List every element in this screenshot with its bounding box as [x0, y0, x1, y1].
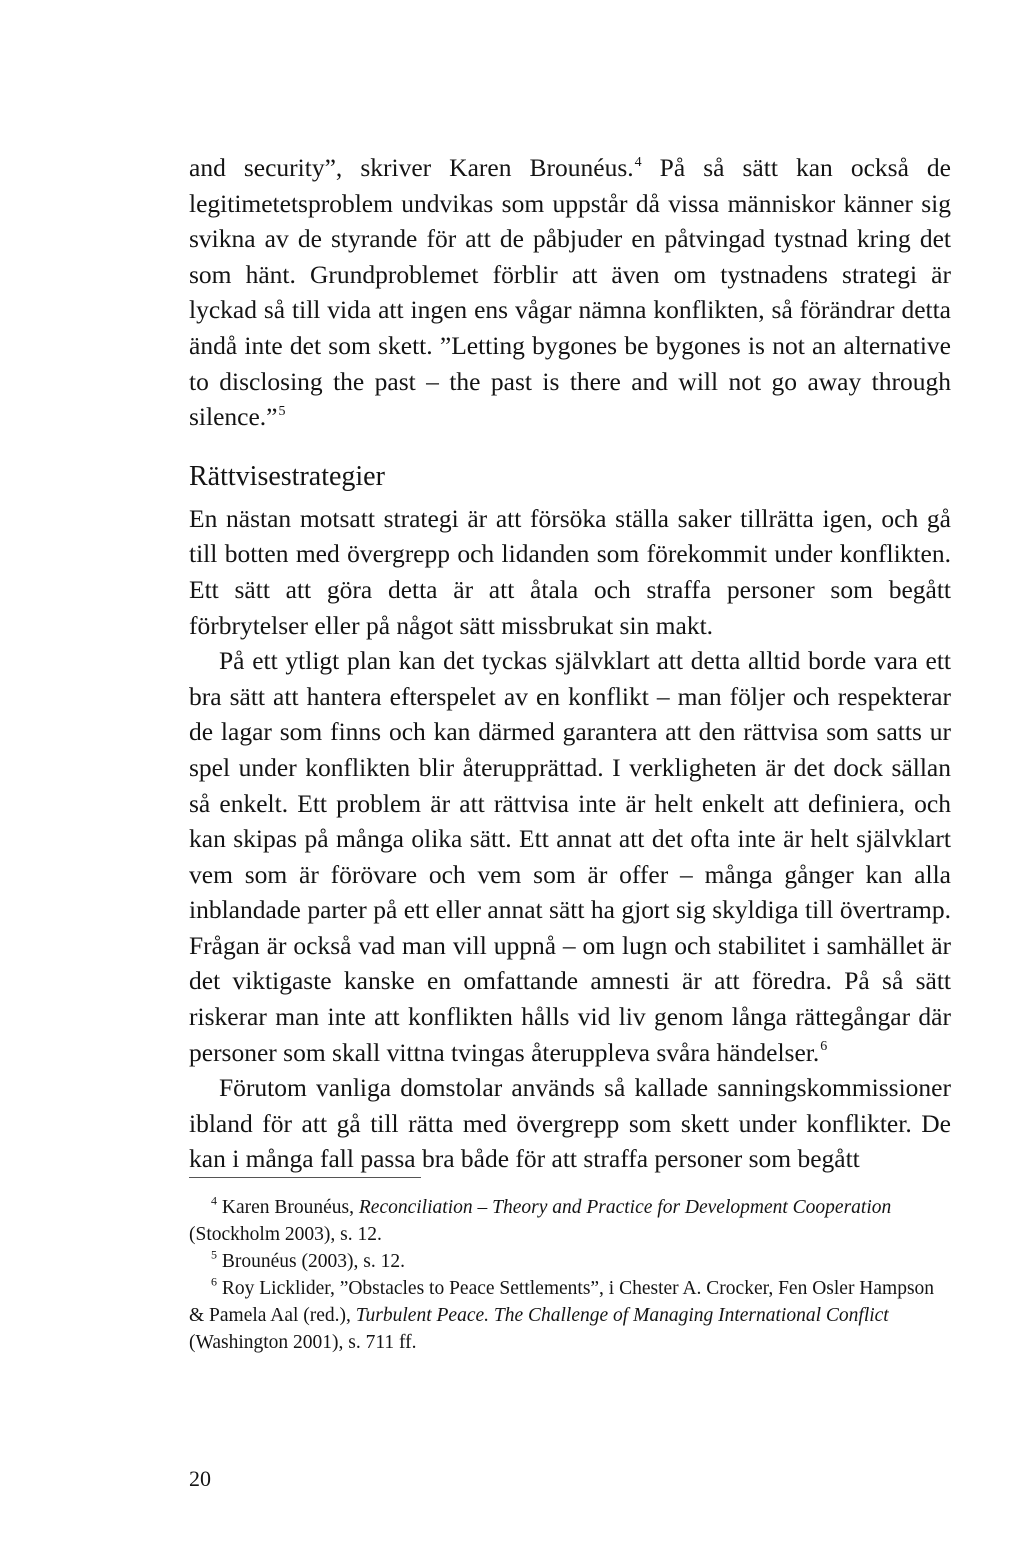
- footnote-6-title: Turbulent Peace. The Challenge of Managing International Conflict: [355, 1305, 889, 1326]
- section-heading: Rättvisestrategier: [189, 460, 385, 492]
- paragraph-2: En nästan motsatt strategi är att försöka ställa saker tillrätta igen, och gå till botten med övergrepp och lidanden som förekommit under konflikten. Ett sätt att göra detta är att åtala och straffa personer som begått förbrytelser eller på något sätt missbrukat sin makt.: [189, 503, 951, 640]
- footnote-ref-4: 4: [634, 154, 642, 170]
- page-number: 20: [189, 1466, 211, 1491]
- footnote-4: [189, 1194, 951, 1248]
- paragraph-1: [189, 150, 951, 435]
- footnote-4-number: 4: [211, 1193, 217, 1208]
- paragraph-1-text-b: På så sätt kan också de legitimetetsproblem undvikas som uppstår då vissa människor känner sig svikna av de styrande för att de påbjuder en påtvingad tystnad kring det som hänt. Grundproblemet förblir att även om tystnadens strategi är lyckad så till vida att ingen ens vågar nämna konflikten, så förändrar detta ändå inte det som skett. ”Letting bygones be bygones is not an alternative to disclosing the past – the past is there and will not go away through silence.”: [189, 153, 952, 432]
- paragraph-3: [189, 643, 951, 1070]
- footnote-5-text: Brounéus (2003), s. 12.: [221, 1251, 405, 1272]
- footnote-ref-6: 6: [820, 1039, 828, 1055]
- paragraph-3-text: På ett ytligt plan kan det tyckas självklart att detta alltid borde vara ett bra sätt att hantera efterspelet av en konflikt – man följer och respekterar de lagar som finns och kan därmed garantera att den rättvisa som satts ur spel under konflikten blir återupprättad. I verkligheten är det dock sällan så enkelt. Ett problem är att rättvisa inte är helt enkelt att definiera, och kan skipas på många olika sätt. Ett annat att det ofta inte är helt självklart vem som är förövare och vem som är offer – många gånger kan alla inblandade parter på ett eller annat sätt ha gjort sig skyldiga till övertramp. Frågan är också vad man vill uppnå – om lugn och stabilitet i samhället är det viktigaste kanske en omfattande amnesti är att föredra. På så sätt riskerar man inte att konflikten hålls vid liv genom långa rättegångar där personer som skall vittna tvingas återuppleva svåra händelser.: [189, 646, 951, 1067]
- footnote-separator: [189, 1177, 421, 1178]
- footnote-6-rest: (Washington 2001), s. 711 ff.: [189, 1332, 417, 1353]
- footnote-ref-5: 5: [278, 403, 286, 419]
- footnote-4-rest: (Stockholm 2003), s. 12.: [189, 1224, 382, 1245]
- footnote-6-author: Roy Licklider, ”Obstacles to Peace Settlements”, i Chester A. Crocker, Fen Osler Hampson & Pamela Aal (red.),: [189, 1278, 935, 1326]
- footnotes: [189, 1194, 951, 1356]
- footnote-4-title: Reconciliation – Theory and Practice for Development Cooperation: [358, 1197, 892, 1218]
- footnote-5-number: 5: [211, 1247, 217, 1262]
- footnote-4-author: Karen Brounéus,: [221, 1197, 359, 1218]
- page-body: [189, 150, 951, 1177]
- footnote-6-number: 6: [211, 1274, 217, 1289]
- paragraph-4: Förutom vanliga domstolar används så kallade sanningskommissioner ibland för att gå till rätta med övergrepp som skett under konflikter. De kan i många fall passa bra både för att straffa personer som begått: [189, 1073, 951, 1174]
- footnote-5: [189, 1248, 951, 1275]
- paragraph-1-text-a: and security”, skriver Karen Brounéus.: [189, 153, 634, 182]
- footnote-6: [189, 1275, 951, 1356]
